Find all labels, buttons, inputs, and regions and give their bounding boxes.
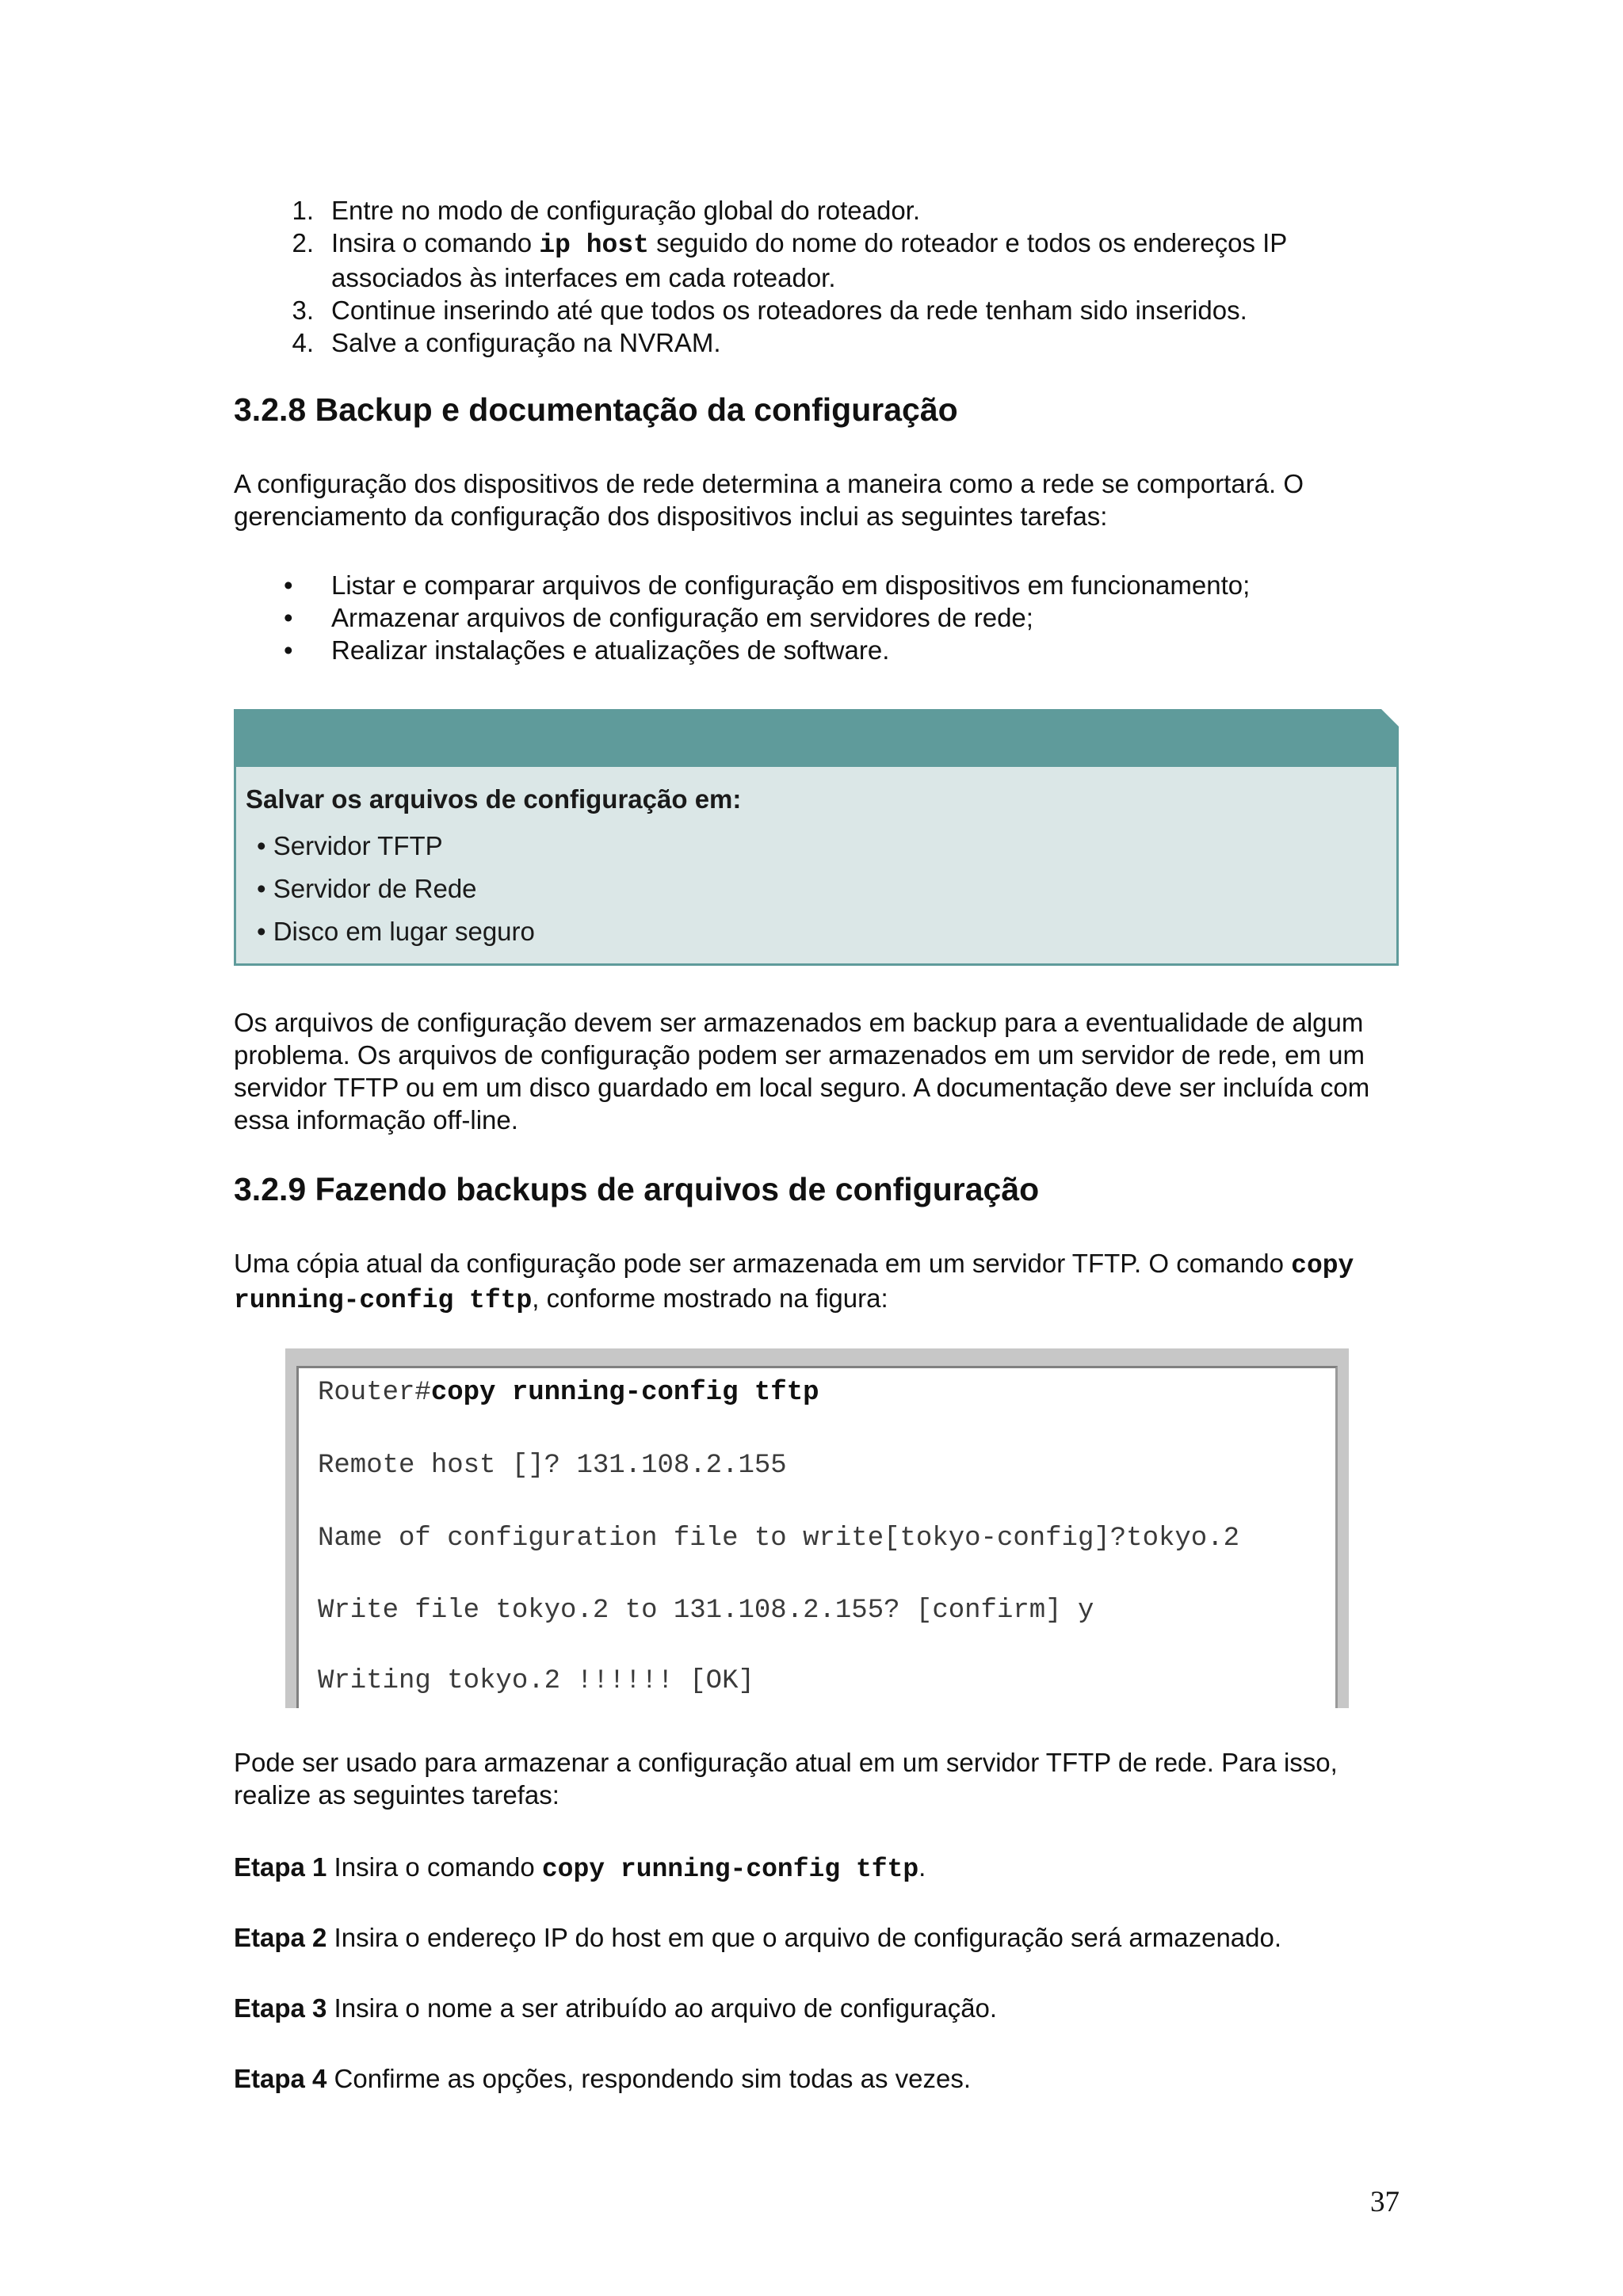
terminal-line: Writing tokyo.2 !!!!!! [OK] bbox=[318, 1666, 754, 1696]
step-item bbox=[234, 2062, 1399, 2095]
numbered-list bbox=[279, 194, 1388, 359]
tftp-intro-paragraph bbox=[234, 1247, 1399, 1317]
callout-item: • Disco em lugar seguro bbox=[257, 917, 535, 946]
callout-title: Salvar os arquivos de configuração em: bbox=[246, 784, 742, 814]
step-item bbox=[234, 1921, 1399, 1954]
list-number: 2. bbox=[292, 228, 314, 257]
terminal-line: Remote host []? 131.108.2.155 bbox=[318, 1451, 787, 1481]
bullet-icon: • bbox=[284, 603, 293, 632]
list-item bbox=[279, 227, 1388, 294]
list-item bbox=[279, 294, 1388, 326]
step-label: Etapa 4 bbox=[234, 2064, 327, 2093]
callout-list bbox=[257, 825, 535, 953]
step-text: Confirme as opções, respondendo sim todas as vezes. bbox=[327, 2064, 971, 2093]
tasks-paragraph: Pode ser usado para armazenar a configuração atual em um servidor TFTP de rede. Para isso, realize as seguintes tarefas: bbox=[234, 1748, 1338, 1810]
bullet-list bbox=[279, 569, 1388, 666]
step-label: Etapa 2 bbox=[234, 1923, 327, 1952]
inline-code: copy running-config tftp bbox=[541, 1855, 919, 1884]
intro-text-pre: Uma cópia atual da configuração pode ser armazenada em um servidor TFTP. O comando bbox=[234, 1249, 1292, 1278]
list-number: 4. bbox=[292, 328, 314, 357]
inline-code: ip host bbox=[539, 231, 649, 260]
section-heading-3-2-9: 3.2.9 Fazendo backups de arquivos de configuração bbox=[234, 1171, 1040, 1207]
list-number: 1. bbox=[292, 196, 314, 225]
section-intro-paragraph: A configuração dos dispositivos de rede determina a maneira como a rede se comportará. O gerenciamento da configuração dos dispositivos inclui as seguintes tarefas: bbox=[234, 469, 1304, 531]
terminal-line: Write file tokyo.2 to 131.108.2.155? [confirm] y bbox=[318, 1596, 1094, 1626]
list-text-post: seguido do nome do roteador e todos os endereços IP associados às interfaces em cada roteador. bbox=[331, 228, 1287, 292]
bullet-icon: • bbox=[284, 570, 293, 600]
bullet-icon: • bbox=[284, 635, 293, 665]
terminal-command-line bbox=[318, 1378, 819, 1408]
list-text-pre: Insira o comando bbox=[331, 228, 540, 257]
callout-header-bar bbox=[236, 711, 1396, 767]
callout-box bbox=[234, 709, 1399, 966]
list-text: Entre no modo de configuração global do roteador. bbox=[331, 196, 921, 225]
callout-item: • Servidor de Rede bbox=[257, 874, 477, 903]
list-number: 3. bbox=[292, 296, 314, 325]
backup-paragraph: Os arquivos de configuração devem ser armazenados em backup para a eventualidade de algum problema. Os arquivos de configuração podem ser armazenados em um servidor de rede, em um servidor TFTP ou em um disco guardado em local seguro. A documentação deve ser incluída com essa informação off-line. bbox=[234, 1008, 1370, 1135]
inline-code: copy running-config tftp bbox=[234, 1251, 1354, 1315]
section-heading-3-2-8: 3.2.8 Backup e documentação da configuração bbox=[234, 391, 958, 428]
terminal-screenshot bbox=[285, 1348, 1349, 1708]
list-item bbox=[279, 194, 1388, 227]
list-text: Realizar instalações e atualizações de software. bbox=[331, 635, 890, 665]
terminal-prompt: Router# bbox=[318, 1378, 431, 1408]
list-text bbox=[331, 227, 1388, 294]
step-item bbox=[234, 1992, 1399, 2024]
step-text: Insira o endereço IP do host em que o arquivo de configuração será armazenado. bbox=[327, 1923, 1282, 1952]
list-text: Salve a configuração na NVRAM. bbox=[331, 328, 721, 357]
step-label: Etapa 3 bbox=[234, 1993, 327, 2023]
page-number: 37 bbox=[1370, 2186, 1400, 2218]
folded-corner-icon bbox=[1381, 709, 1399, 727]
list-item bbox=[279, 601, 1388, 634]
step-item bbox=[234, 1851, 1399, 1886]
step-text-pre: Insira o comando bbox=[327, 1852, 542, 1882]
intro-text-post: , conforme mostrado na figura: bbox=[532, 1283, 888, 1313]
terminal-command: copy running-config tftp bbox=[430, 1378, 819, 1408]
step-text-post: . bbox=[918, 1852, 926, 1882]
step-text: Insira o nome a ser atribuído ao arquivo de configuração. bbox=[327, 1993, 998, 2023]
list-text: Armazenar arquivos de configuração em servidores de rede; bbox=[331, 603, 1033, 632]
list-item bbox=[279, 569, 1388, 601]
terminal-window bbox=[296, 1366, 1338, 1708]
list-text: Listar e comparar arquivos de configuração em dispositivos em funcionamento; bbox=[331, 570, 1251, 600]
list-item bbox=[279, 326, 1388, 359]
terminal-line: Name of configuration file to write[tokyo-config]?tokyo.2 bbox=[318, 1524, 1239, 1554]
callout-item: • Servidor TFTP bbox=[257, 831, 443, 860]
step-label: Etapa 1 bbox=[234, 1852, 327, 1882]
list-text: Continue inserindo até que todos os roteadores da rede tenham sido inseridos. bbox=[331, 296, 1247, 325]
list-item bbox=[279, 634, 1388, 666]
